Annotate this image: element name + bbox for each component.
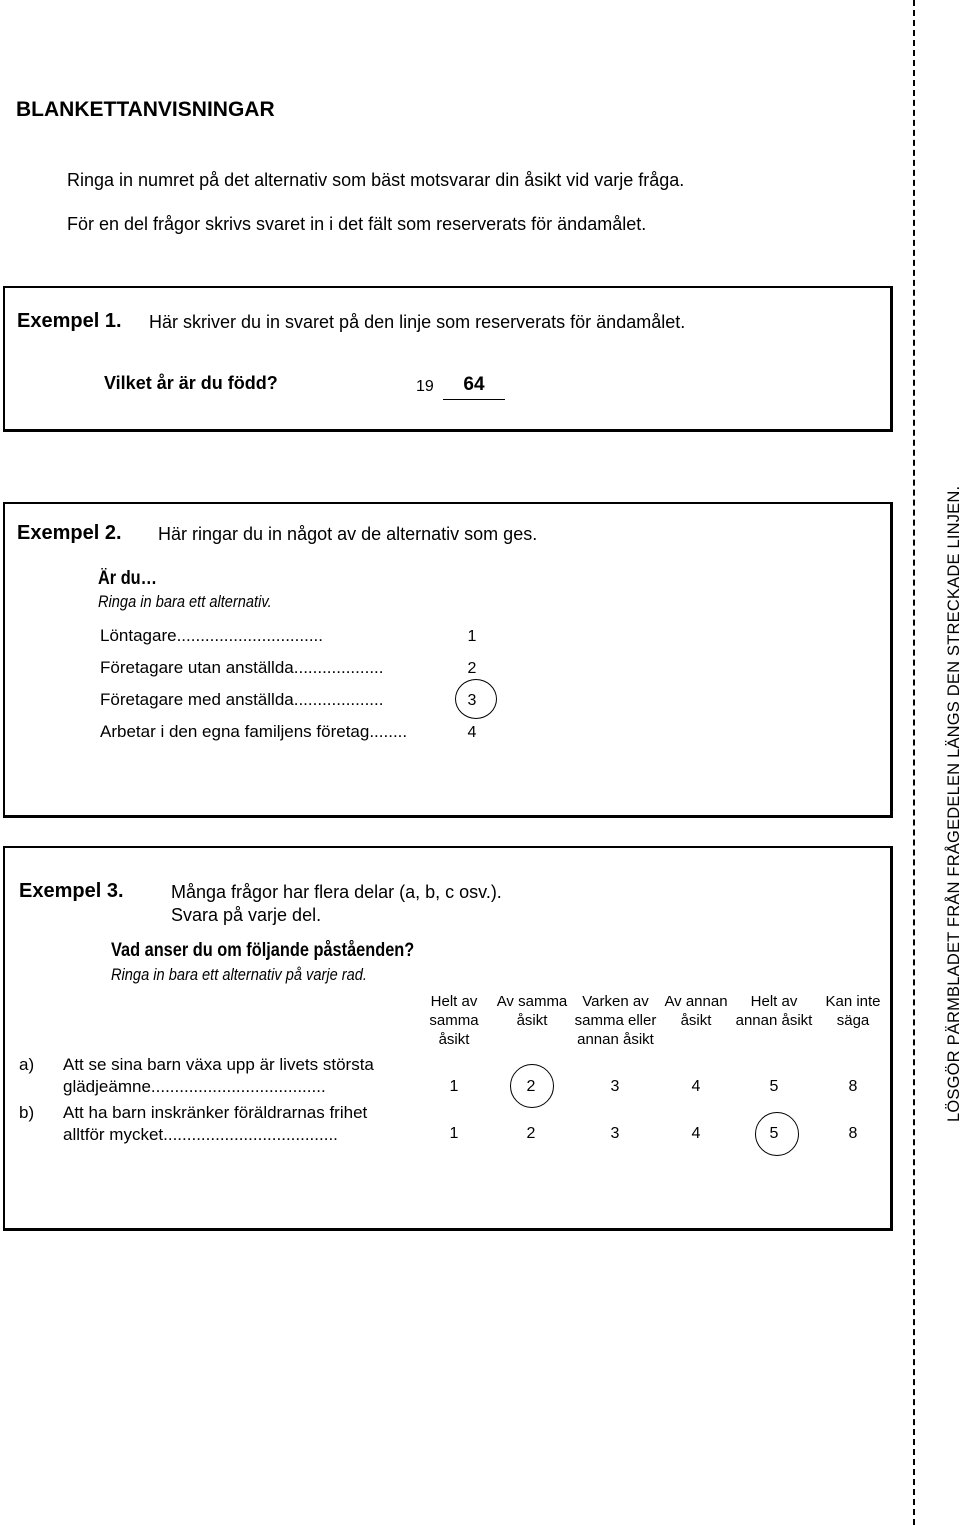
- answer-code[interactable]: 2: [526, 1125, 536, 1142]
- selected-circle: [510, 1064, 554, 1108]
- selected-circle: [755, 1112, 799, 1156]
- example-2-note: Ringa in bara ett alternativ.: [98, 592, 272, 611]
- example-2-label: Exempel 2.: [17, 522, 122, 544]
- option-code[interactable]: 1: [467, 628, 477, 645]
- option-code[interactable]: 3: [467, 692, 477, 709]
- year-prefix: 19: [416, 378, 434, 395]
- answer-code[interactable]: 4: [691, 1125, 701, 1142]
- answer-code[interactable]: 8: [848, 1078, 858, 1095]
- option-code[interactable]: 4: [467, 724, 477, 741]
- example-1-description: Här skriver du in svaret på den linje som reserverats för ändamålet.: [149, 312, 686, 332]
- option-self-employed-no-staff: Företagare utan anställda...................: [100, 658, 384, 677]
- column-header: Varken av samma eller annan åsikt: [574, 993, 657, 1048]
- column-header: Av annan åsikt: [664, 993, 728, 1029]
- instruction-1: Ringa in numret på det alternativ som bäst motsvarar din åsikt vid varje fråga.: [67, 170, 685, 190]
- answer-code[interactable]: 2: [526, 1078, 536, 1095]
- statement-b-line2: alltför mycket.....................................: [63, 1125, 338, 1144]
- example-3-note: Ringa in bara ett alternativ på varje rad.: [111, 965, 367, 984]
- option-employee: Löntagare...............................: [100, 626, 323, 645]
- option-code[interactable]: 2: [467, 660, 477, 677]
- example-3-label: Exempel 3.: [19, 880, 124, 902]
- answer-code[interactable]: 1: [449, 1078, 459, 1095]
- side-note: LÖSGÖR PÄRMBLADET FRÅN FRÅGEDELEN LÄNGS DEN STRECKADE LINJEN.: [945, 485, 963, 1122]
- statement-b-line1: Att ha barn inskränker föräldrarnas frihet: [63, 1103, 368, 1122]
- column-header: Helt av annan åsikt: [735, 993, 813, 1029]
- option-self-employed-with-staff: Företagare med anställda...................: [100, 690, 384, 709]
- column-header: Helt av samma åsikt: [429, 993, 479, 1048]
- answer-code[interactable]: 1: [449, 1125, 459, 1142]
- statement-a-line2: glädjeämne.....................................: [63, 1077, 326, 1096]
- answer-code[interactable]: 4: [691, 1078, 701, 1095]
- answer-code[interactable]: 3: [610, 1078, 620, 1095]
- answer-code[interactable]: 8: [848, 1125, 858, 1142]
- answer-code[interactable]: 5: [769, 1078, 779, 1095]
- row-letter: a): [19, 1055, 35, 1074]
- page-title: BLANKETTANVISNINGAR: [16, 98, 275, 121]
- example-2-description: Här ringar du in något av de alternativ som ges.: [158, 524, 538, 544]
- example-2-box: [3, 502, 893, 818]
- tear-line: [913, 0, 915, 1525]
- instruction-2: För en del frågor skrivs svaret in i det fält som reserverats för ändamålet.: [67, 214, 647, 234]
- example-3-description-1: Många frågor har flera delar (a, b, c osv.).: [171, 882, 502, 902]
- option-family-business: Arbetar i den egna familjens företag........: [100, 722, 408, 741]
- example-1-box: [3, 286, 893, 432]
- example-1-label: Exempel 1.: [17, 310, 122, 332]
- column-header: Av samma åsikt: [496, 993, 568, 1029]
- column-header: Kan inte säga: [825, 993, 881, 1029]
- answer-code[interactable]: 5: [769, 1125, 779, 1142]
- birth-year-answer[interactable]: 64: [443, 374, 505, 400]
- answer-code[interactable]: 3: [610, 1125, 620, 1142]
- selected-circle: [455, 679, 497, 719]
- row-letter: b): [19, 1103, 35, 1122]
- example-2-question: Är du…: [98, 568, 158, 589]
- statement-a-line1: Att se sina barn växa upp är livets största: [63, 1055, 374, 1074]
- example-3-description-2: Svara på varje del.: [171, 905, 322, 925]
- birth-year-question: Vilket år är du född?: [104, 373, 278, 393]
- example-3-box: [3, 846, 893, 1231]
- example-3-question: Vad anser du om följande påståenden?: [111, 940, 415, 961]
